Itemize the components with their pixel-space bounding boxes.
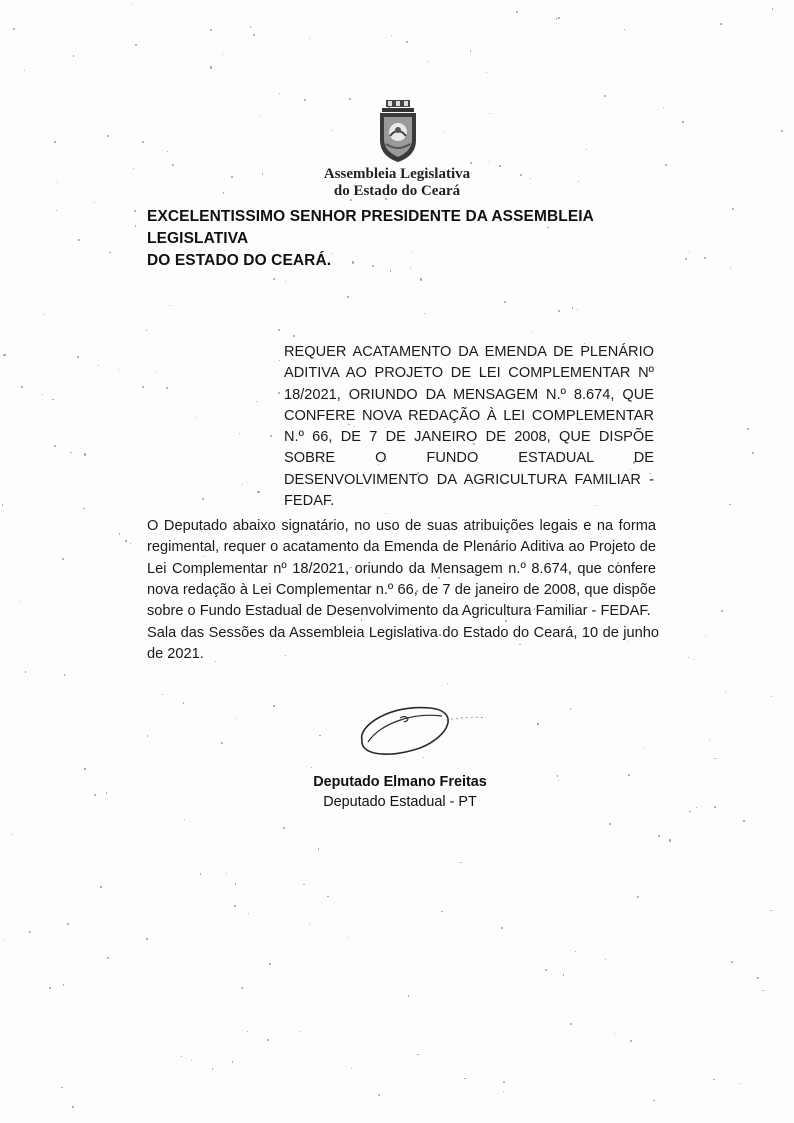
scan-speck — [558, 310, 560, 312]
scan-speck — [3, 354, 5, 356]
scan-speck — [653, 1100, 654, 1101]
scan-speck — [503, 1081, 505, 1083]
scan-speck — [704, 257, 706, 259]
scan-speck — [688, 657, 689, 658]
scan-speck — [118, 369, 119, 370]
scan-speck — [682, 121, 683, 122]
scan-speck — [242, 484, 243, 485]
scan-speck — [24, 70, 25, 71]
scan-speck — [665, 164, 667, 166]
scan-speck — [516, 11, 518, 13]
scan-speck — [537, 723, 538, 724]
scan-speck — [720, 23, 722, 25]
scan-speck — [210, 29, 212, 31]
scan-speck — [285, 281, 286, 282]
scan-speck — [743, 820, 744, 821]
state-coat-of-arms-icon — [370, 98, 426, 164]
scan-speck — [713, 1079, 715, 1081]
scan-speck — [29, 931, 31, 933]
scan-speck — [100, 886, 101, 887]
scan-speck — [70, 452, 72, 454]
scan-speck — [351, 1068, 352, 1069]
scan-speck — [417, 1054, 419, 1056]
scan-speck — [721, 610, 723, 612]
scan-speck — [78, 239, 80, 241]
scan-speck — [135, 225, 137, 227]
scan-speck — [83, 508, 85, 510]
scan-speck — [771, 696, 772, 697]
scan-speck — [166, 387, 168, 389]
scan-speck — [464, 1078, 466, 1080]
handwritten-signature-icon — [350, 696, 490, 766]
scan-speck — [210, 66, 212, 68]
scan-speck — [331, 130, 332, 131]
scan-speck — [167, 151, 168, 152]
scan-speck — [156, 372, 157, 373]
institution-line-2: do Estado do Ceará — [333, 183, 461, 199]
institution-line-1: Assembleia Legislativa — [323, 166, 471, 182]
scan-speck — [84, 453, 86, 455]
scan-speck — [319, 735, 320, 736]
scan-speck — [172, 164, 174, 166]
scan-speck — [64, 674, 66, 676]
scan-speck — [696, 807, 697, 808]
scan-speck — [181, 1056, 182, 1057]
scan-speck — [299, 1031, 300, 1032]
scan-speck — [57, 182, 58, 183]
scan-speck — [94, 202, 95, 203]
scan-speck — [54, 445, 56, 447]
scan-speck — [146, 938, 148, 940]
scan-speck — [279, 360, 280, 361]
scan-speck — [586, 149, 587, 150]
scan-speck — [470, 50, 472, 52]
scan-speck — [658, 835, 660, 837]
scan-speck — [570, 708, 571, 709]
scan-speck — [146, 330, 147, 331]
scan-speck — [260, 116, 261, 117]
scan-speck — [262, 173, 264, 175]
scan-speck — [752, 452, 754, 454]
scan-speck — [77, 356, 79, 358]
scan-speck — [73, 55, 74, 56]
scan-speck — [270, 435, 272, 437]
scan-speck — [747, 428, 749, 430]
scan-speck — [570, 1023, 572, 1025]
scan-speck — [267, 1039, 269, 1041]
scan-speck — [183, 702, 184, 703]
scan-speck — [349, 98, 351, 100]
scan-speck — [609, 823, 611, 825]
scan-speck — [705, 636, 706, 637]
scan-speck — [689, 251, 690, 252]
scan-speck — [107, 135, 109, 137]
scan-speck — [604, 95, 606, 97]
scan-speck — [303, 884, 304, 885]
scan-speck — [663, 107, 664, 108]
scan-speck — [772, 8, 774, 10]
scan-speck — [530, 178, 531, 179]
scan-speck — [142, 386, 144, 388]
scan-speck — [56, 210, 57, 211]
scan-speck — [545, 969, 547, 971]
scan-speck — [309, 38, 310, 39]
request-summary: REQUER ACATAMENTO DA EMENDA DE PLENÁRIO ADITIVA AO PROJETO DE LEI COMPLEMENTAR Nº 18/2021, ORIUNDO DA MENSAGEM N.º 8.674, QUE CONFERE NOVA REDAÇÃO À LEI COMPLEMENTAR N.º 66, DE 7 DE JANEIRO DE 2008, QUE DISPÕE SOBRE O FUNDO ESTADUAL DE DESENVOLVIMENTO DA AGRICULTURA FAMILIAR - FEDAF. — [284, 344, 654, 510]
scan-speck — [106, 792, 108, 794]
scan-speck — [770, 910, 771, 911]
scan-speck — [241, 987, 243, 989]
scan-speck — [504, 301, 506, 303]
scan-speck — [293, 335, 295, 337]
scan-speck — [63, 984, 64, 985]
scan-speck — [49, 987, 51, 989]
scan-speck — [391, 35, 392, 36]
scan-speck — [532, 332, 533, 333]
scan-speck — [12, 834, 13, 835]
scan-speck — [424, 313, 425, 314]
scan-speck — [731, 961, 733, 963]
request-paragraph: O Deputado abaixo signatário, no uso de suas atribuições legais e na forma regimental, requer o acatamento da Emenda de Plenário Aditiva ao Projeto de Lei Complementar nº 18/2021, oriundo da Mensagem n.º 8.674, que confere nova redação à Lei Complementar n.º 66, de 7 de janeiro de 2008, que dispõe sobre o Fundo Estadual de Desenvolvimento da Agricultura Familiar - FEDAF. — [147, 518, 656, 620]
scan-speck — [714, 758, 715, 759]
scan-speck — [757, 977, 759, 979]
signer-role: Deputado Estadual - PT — [323, 794, 477, 810]
scan-speck — [489, 161, 490, 162]
scan-speck — [279, 93, 280, 94]
scan-speck — [714, 806, 716, 808]
scan-speck — [624, 29, 625, 30]
scan-speck — [200, 873, 201, 874]
scan-speck — [226, 873, 227, 874]
scan-speck — [67, 923, 69, 925]
scan-speck — [61, 1087, 62, 1088]
scan-speck — [231, 176, 233, 178]
scan-speck — [470, 162, 472, 164]
scan-speck — [278, 329, 280, 331]
scan-speck — [2, 504, 3, 505]
scan-speck — [246, 482, 247, 483]
scan-speck — [378, 1094, 380, 1096]
scan-speck — [54, 141, 55, 142]
scan-speck — [278, 392, 280, 394]
scan-speck — [147, 735, 148, 736]
scan-speck — [709, 740, 710, 741]
scan-speck — [637, 896, 639, 898]
scan-speck — [489, 113, 490, 114]
scan-speck — [256, 401, 257, 402]
scan-speck — [135, 44, 137, 46]
scan-speck — [131, 3, 132, 4]
scan-speck — [740, 1083, 741, 1084]
scan-speck — [235, 718, 236, 719]
scan-speck — [72, 1106, 73, 1107]
scan-speck — [729, 504, 731, 506]
scan-speck — [42, 394, 43, 395]
scan-speck — [119, 533, 120, 534]
scan-speck — [628, 774, 630, 776]
scan-speck — [486, 72, 487, 73]
scan-speck — [269, 963, 271, 965]
scan-speck — [630, 1040, 632, 1042]
scan-speck — [578, 181, 579, 182]
scan-speck — [520, 174, 522, 176]
scan-speck — [221, 742, 223, 744]
scan-speck — [693, 659, 694, 660]
scan-speck — [25, 671, 26, 672]
scan-speck — [347, 296, 348, 297]
scan-speck — [730, 268, 731, 269]
scan-speck — [134, 210, 136, 212]
scan-speck — [283, 827, 285, 829]
scan-speck — [52, 399, 53, 400]
scan-speck — [420, 278, 422, 280]
scan-speck — [460, 862, 462, 864]
scan-speck — [196, 417, 197, 418]
scan-speck — [273, 705, 275, 707]
scan-speck — [762, 990, 763, 991]
scan-speck — [447, 683, 448, 684]
scan-speck — [247, 1031, 248, 1032]
scan-speck — [273, 278, 275, 280]
scan-speck — [689, 811, 690, 812]
scan-speck — [4, 940, 5, 941]
scan-speck — [191, 1060, 192, 1061]
scan-speck — [605, 959, 606, 960]
scan-speck — [162, 694, 163, 695]
scan-speck — [304, 99, 306, 101]
scan-speck — [575, 951, 576, 952]
scan-speck — [781, 130, 783, 132]
salutation-line-2: DO ESTADO DO CEARÁ. — [147, 252, 332, 269]
scan-speck — [239, 433, 240, 434]
scan-speck — [557, 775, 559, 777]
scan-speck — [563, 974, 565, 976]
scan-speck — [94, 794, 96, 796]
scan-speck — [427, 61, 429, 63]
scan-speck — [327, 896, 329, 898]
scan-speck — [125, 540, 126, 541]
scan-speck — [253, 34, 255, 36]
scan-speck — [212, 1068, 214, 1070]
scan-speck — [503, 1091, 504, 1092]
scan-speck — [133, 168, 134, 169]
scan-speck — [250, 26, 252, 28]
scan-speck — [385, 513, 386, 514]
scan-speck — [732, 208, 734, 210]
scan-speck — [572, 307, 573, 308]
scan-speck — [669, 839, 671, 841]
salutation-line-1: EXCELENTISSIMO SENHOR PRESIDENTE DA ASSEMBLEIA LEGISLATIVA — [147, 208, 594, 247]
scan-speck — [257, 491, 259, 493]
scan-speck — [443, 131, 444, 132]
scan-speck — [222, 54, 223, 55]
scan-speck — [43, 314, 44, 315]
scan-speck — [235, 883, 236, 884]
scan-speck — [184, 819, 185, 820]
scan-speck — [725, 692, 726, 693]
scan-speck — [142, 141, 144, 143]
scan-speck — [501, 927, 503, 929]
scan-speck — [202, 498, 204, 500]
scan-speck — [309, 923, 310, 924]
scan-speck — [441, 911, 443, 913]
scan-speck — [408, 995, 409, 996]
scan-speck — [234, 905, 236, 907]
scan-speck — [62, 558, 64, 560]
scan-speck — [98, 365, 99, 366]
scan-speck — [130, 543, 131, 544]
institution-name — [290, 166, 504, 200]
scan-speck — [311, 767, 312, 768]
scan-speck — [614, 1033, 615, 1034]
salutation — [147, 206, 687, 272]
scan-speck — [347, 937, 348, 938]
scan-speck — [558, 780, 559, 781]
scan-speck — [107, 957, 109, 959]
scan-speck — [318, 848, 320, 850]
scan-speck — [19, 601, 20, 602]
scan-speck — [577, 309, 578, 310]
scan-speck — [406, 41, 408, 43]
signer-name: Deputado Elmano Freitas — [313, 774, 487, 790]
scan-speck — [84, 768, 85, 769]
scan-speck — [248, 913, 249, 914]
scan-speck — [21, 386, 23, 388]
scan-speck — [13, 28, 15, 30]
scan-speck — [169, 305, 170, 306]
closing-place-date: Sala das Sessões da Assembleia Legislativa do Estado do Ceará, 10 de junho de 2021. — [147, 625, 659, 663]
scan-speck — [232, 1061, 233, 1062]
scan-speck — [109, 252, 111, 254]
scan-speck — [223, 192, 225, 194]
scan-speck — [558, 17, 560, 19]
scan-speck — [644, 748, 645, 749]
